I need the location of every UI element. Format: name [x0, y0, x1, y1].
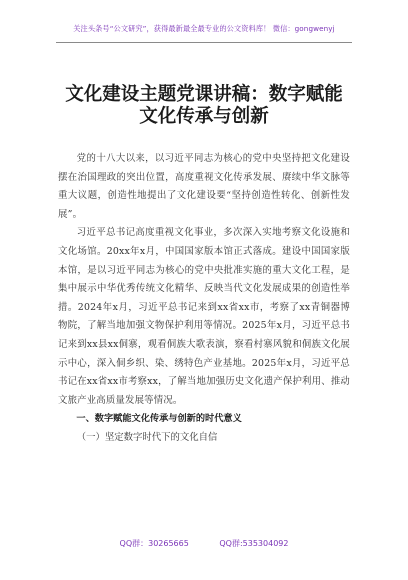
paragraph-1: 党的十八大以来，以习近平同志为核心的党中央坚持把文化建设摆在治国理政的突出位置，高度重视文化传承发展、赓续中华文脉等重大议题，创造性地提出了文化建设要“坚持创造性转化、创新性发展”。 [58, 153, 350, 220]
document-title [40, 84, 368, 128]
footer-qq-group-1: QQ群：30265665 [119, 539, 189, 548]
document-body [58, 150, 350, 448]
footer-qq-group-2: QQ群:535304092 [219, 539, 289, 548]
title-line-2: 文化传承与创新 [139, 106, 269, 127]
title-line-1: 文化建设主题党课讲稿：数字赋能 [65, 84, 343, 105]
page-header: 关注头条号“公文研究”，获得最新最全最专业的公文资料库！ 微信：gongwenyj [73, 24, 335, 33]
section-heading: 一、数字赋能文化传承与创新的时代意义 [76, 413, 242, 425]
subsection-heading: （一）坚定数字时代下的文化自信 [76, 431, 218, 443]
page-footer [0, 538, 408, 549]
header-divider [56, 42, 352, 43]
paragraph-2: 习近平总书记高度重视文化事业，多次深入实地考察文化设施和文化场馆。20xx年x月，中国国家版本馆正式落成。建设中国国家版本馆，是以习近平同志为核心的党中央批准实施的重大文化工程，是集中展示中华优秀传统文化精华、反映当代文化发展成果的创造性举措。2024年x月，习近平总书记来到xx省xx市，考察了xx青铜器博物院，了解当地加强文物保护利用等情况。2025年x月，习近平总书记来到xx县xx侗寨，观看侗族大歌表演，察看村寨风貌和侗族文化展示中心，深入侗乡织、染、绣特色产业基地。2025年x月，习近平总书记在xx省xx市考察xx，了解当地加强历史文化遗产保护利用、推动文旅产业高质量发展等情况。 [58, 227, 350, 406]
